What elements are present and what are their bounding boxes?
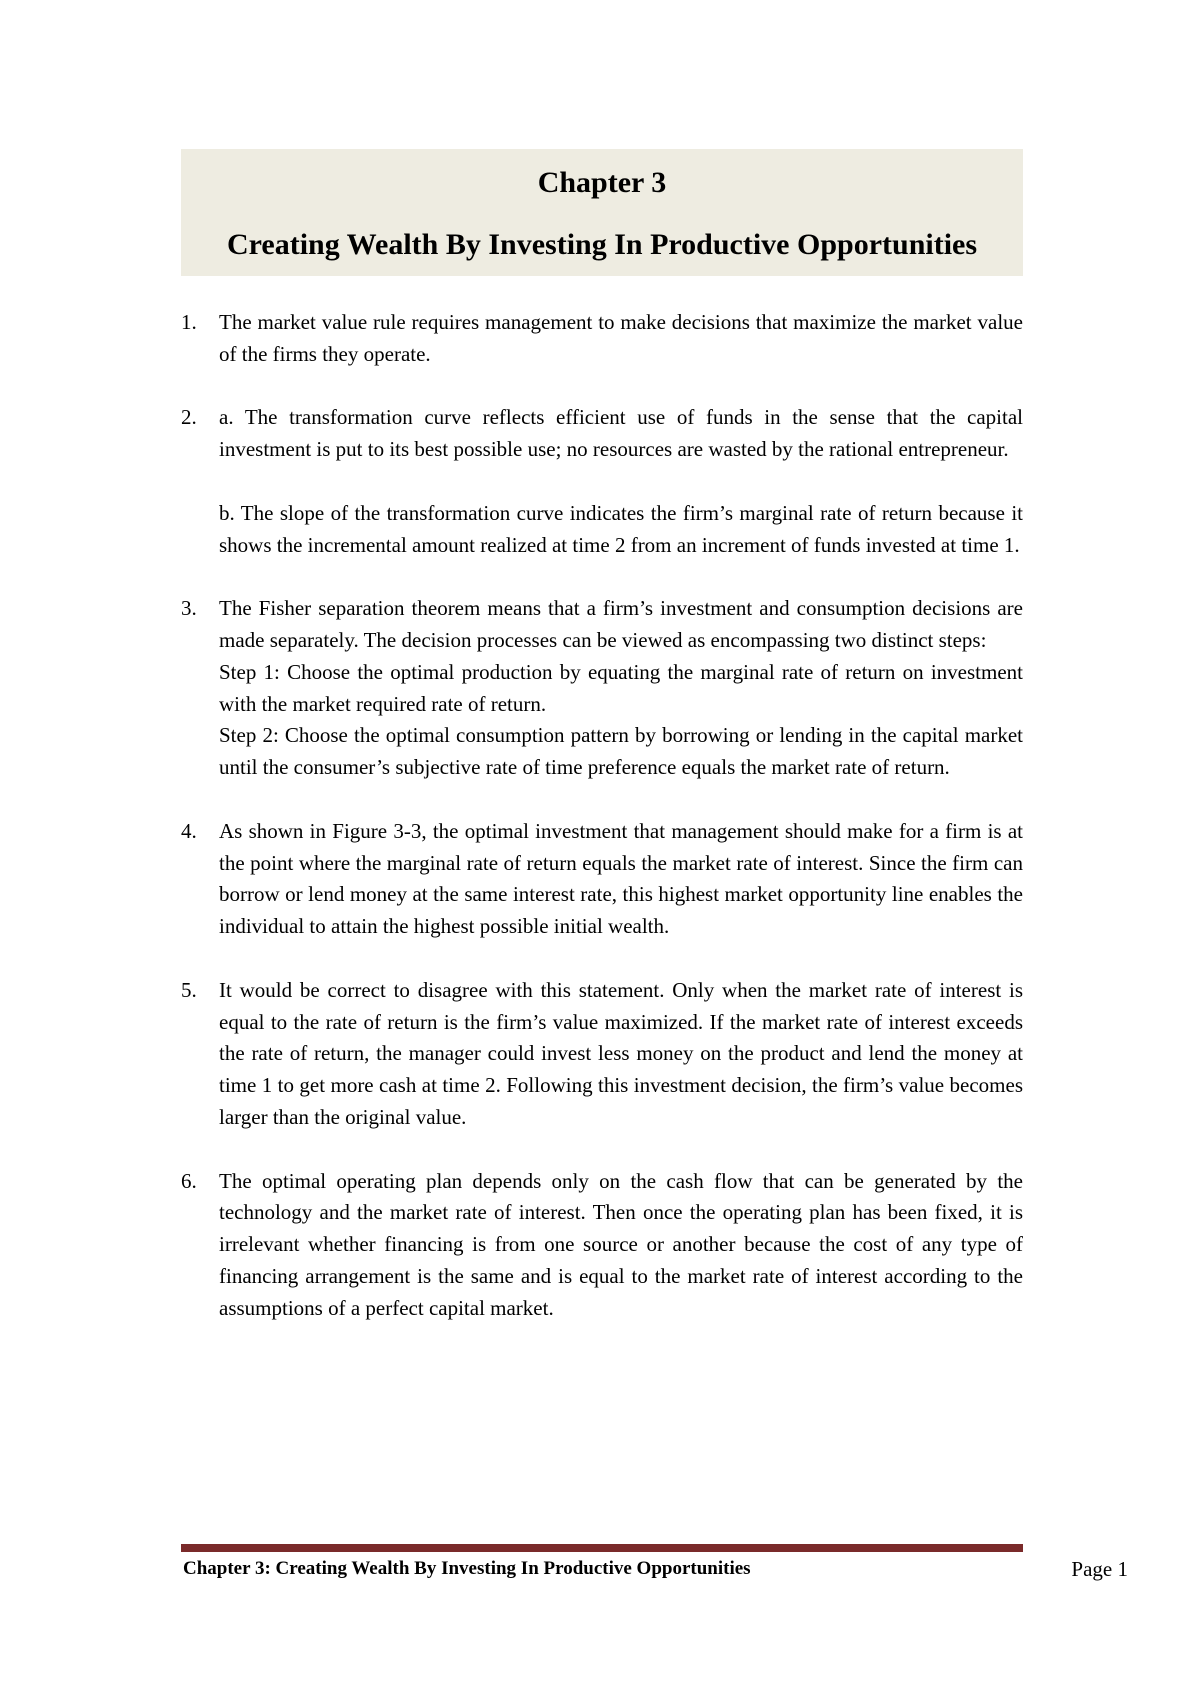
answer-list — [181, 307, 1023, 1356]
answer-number: 2. — [181, 405, 197, 430]
answer-item-4 — [181, 816, 1023, 943]
answer-number: 3. — [181, 596, 197, 621]
answer-paragraph: The optimal operating plan depends only on the cash flow that can be generated by the technology and the market rate of interest. Then once the operating plan has been fixed, it is irrelevant whether financing is from one source or another because the cost of any type of financing arrangement is the same and is equal to the market rate of interest according to the assumptions of a perfect capital market. — [219, 1168, 1023, 1320]
footer-chapter-title: Chapter 3: Creating Wealth By Investing In Productive Opportunities — [183, 1558, 751, 1579]
answer-paragraph: Step 1: Choose the optimal production by equating the marginal rate of return on investment with the market required rate of return. — [219, 659, 1023, 716]
answer-item-1 — [181, 307, 1023, 371]
answer-paragraph: It would be correct to disagree with this statement. Only when the market rate of interest is equal to the rate of return is the firm’s value maximized. If the market rate of interest exceeds the rate of return, the manager could invest less money on the product and lend the money at time 1 to get more cash at time 2. Following this investment decision, the firm’s value becomes larger than the original value. — [219, 977, 1023, 1129]
answer-number: 4. — [181, 818, 197, 843]
answer-paragraph: The Fisher separation theorem means that a firm’s investment and consumption decisions are made separately. The decision processes can be viewed as encompassing two distinct steps: — [219, 596, 1023, 652]
page-number: Page 1 — [1071, 1557, 1128, 1581]
chapter-title-box — [181, 149, 1023, 276]
answer-item-5 — [181, 975, 1023, 1134]
footer-divider — [181, 1544, 1023, 1552]
answer-number: 6. — [181, 1168, 197, 1193]
answer-paragraph: Step 2: Choose the optimal consumption pattern by borrowing or lending in the capital market until the consumer’s subjective rate of time preference equals the market rate of return. — [219, 723, 1023, 780]
answer-item-6 — [181, 1166, 1023, 1325]
answer-paragraph: b. The slope of the transformation curve indicates the firm’s marginal rate of return because it shows the incremental amount realized at time 2 from an increment of funds invested at time 1. — [219, 500, 1023, 557]
chapter-label: Chapter 3 — [537, 166, 667, 199]
chapter-title: Creating Wealth By Investing In Productive Opportunities — [226, 228, 978, 261]
answer-item-3 — [181, 593, 1023, 784]
answer-paragraph: As shown in Figure 3-3, the optimal investment that management should make for a firm is at the point where the marginal rate of return equals the market rate of interest. Since the firm can borrow or lend money at the same interest rate, this highest market opportunity line enables the individual to attain the highest possible initial wealth. — [219, 818, 1023, 939]
answer-paragraph: The market value rule requires management to make decisions that maximize the market value of the firms they operate. — [219, 310, 1023, 366]
answer-item-2 — [181, 402, 1023, 561]
answer-paragraph: a. The transformation curve reflects efficient use of funds in the sense that the capital investment is put to its best possible use; no resources are wasted by the rational entrepreneur. — [219, 405, 1023, 462]
answer-number: 5. — [181, 977, 197, 1002]
answer-number: 1. — [181, 310, 197, 334]
